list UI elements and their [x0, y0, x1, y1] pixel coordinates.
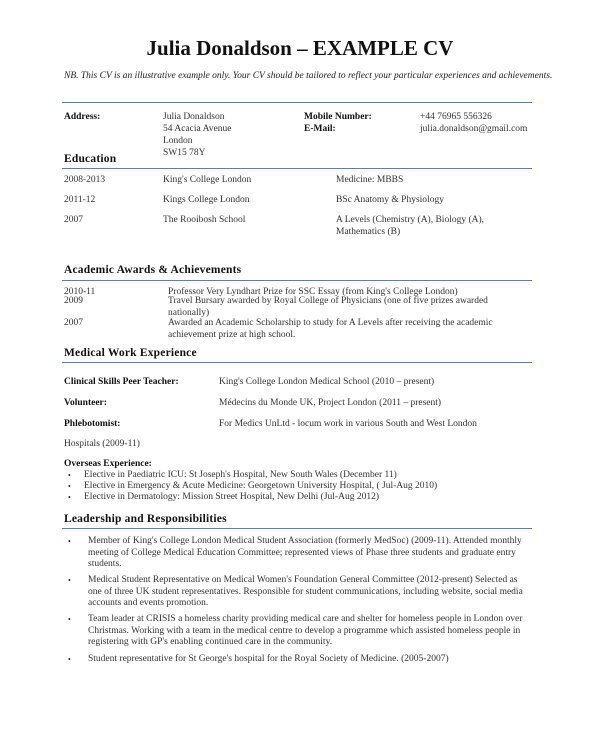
leadership-item: Medical Student Representative on Medical Women's Foundation General Committee (2012-present) Selected as one of three UK student representatives. Responsible for student communications, including website, social media accounts and events promotion. — [88, 575, 523, 608]
education-qualification: A Levels (Chemistry (A), Biology (A), Mathematics (B) — [336, 215, 485, 237]
bullet: • — [68, 576, 71, 585]
address-line: London — [163, 136, 193, 146]
experience-detail: Médecins du Monde UK, Project London (2011 – present) — [219, 398, 442, 408]
bullet: • — [68, 482, 71, 491]
bullet: • — [68, 471, 71, 480]
experience-role: Phlebotomist: — [64, 419, 121, 429]
experience-heading: Medical Work Experience — [64, 347, 197, 359]
experience-continuation: Hospitals (2009-11) — [64, 439, 140, 449]
mobile-label: Mobile Number: — [304, 112, 372, 122]
address-label: Address: — [64, 112, 101, 122]
award-years: 2007 — [64, 318, 83, 328]
leadership-item: Student representative for St George's hospital for the Royal Society of Medicine. (2005-2007) — [88, 654, 449, 664]
email-label: E-Mail: — [304, 124, 336, 134]
education-years: 2008-2013 — [64, 175, 106, 185]
award-years: 2010-11 — [64, 287, 96, 297]
divider — [62, 528, 532, 529]
education-institution: Kings College London — [163, 195, 250, 205]
overseas-item: Elective in Paediatric ICU: St Joseph's Hospital, New South Wales (December 11) — [84, 470, 397, 480]
bullet: • — [68, 537, 71, 546]
divider — [62, 362, 532, 363]
leadership-heading: Leadership and Responsibilities — [64, 513, 227, 525]
divider — [62, 280, 532, 281]
bullet: • — [68, 493, 71, 502]
cv-note: NB. This CV is an illustrative example only. Your CV should be tailored to reflect your particular experiences and achievements. — [64, 71, 553, 81]
divider — [62, 168, 532, 169]
education-qualification: Medicine: MBBS — [336, 175, 404, 185]
awards-heading: Academic Awards & Achievements — [64, 264, 242, 276]
education-years: 2011-12 — [64, 195, 96, 205]
award-years: 2009 — [64, 296, 83, 306]
experience-role: Clinical Skills Peer Teacher: — [64, 377, 179, 387]
education-heading: Education — [64, 153, 117, 165]
award-text: Awarded an Academic Scholarship to study for A Levels after receiving the academic achievement prize at high school. — [168, 318, 493, 340]
email-value[interactable]: julia.donaldson@gmail.com — [420, 124, 528, 134]
education-institution: King's College London — [163, 175, 252, 185]
experience-detail: King's College London Medical School (2010 – present) — [219, 377, 435, 387]
address-line: 54 Acacia Avenue — [163, 124, 232, 134]
mobile-value: +44 76965 556326 — [420, 112, 492, 122]
address-line: SW15 78Y — [163, 148, 206, 158]
bullet: • — [68, 655, 71, 664]
experience-detail: For Medics UnLtd - locum work in various South and West London — [219, 419, 477, 429]
education-qualification: BSc Anatomy & Physiology — [336, 195, 444, 205]
bullet: • — [68, 615, 71, 624]
overseas-item: Elective in Emergency & Acute Medicine: Georgetown University Hospital, ( Jul-Aug 2010) — [84, 481, 438, 491]
cv-title: Julia Donaldson – EXAMPLE CV — [146, 36, 454, 60]
education-years: 2007 — [64, 215, 83, 225]
experience-role: Volunteer: — [64, 398, 107, 408]
award-text: Professor Very Lyndhart Prize for SSC Essay (from King's College London) — [168, 287, 458, 297]
overseas-item: Elective in Dermatology: Mission Street Hospital, New Delhi (Jul-Aug 2012) — [84, 492, 379, 502]
award-text: Travel Bursary awarded by Royal College of Physicians (one of five prizes awarded nationally) — [168, 296, 488, 318]
divider — [62, 102, 532, 103]
address-line: Julia Donaldson — [163, 112, 225, 122]
leadership-item: Member of King's College London Medical Student Association (formerly MedSoc) (2009-11). Attended monthly meeting of College Medical Education Committee; represented views of Phase three students and graduate entry students. — [88, 536, 522, 569]
leadership-item: Team leader at CRISIS a homeless charity providing medical care and shelter for homeless people in London over Christmas. Working with a team in the medical centre to develop a programme which assisted homeless people in registering with GP's enabling continued care in the community. — [88, 614, 523, 647]
overseas-label: Overseas Experience: — [64, 459, 152, 469]
education-institution: The Rooibosh School — [163, 215, 246, 225]
